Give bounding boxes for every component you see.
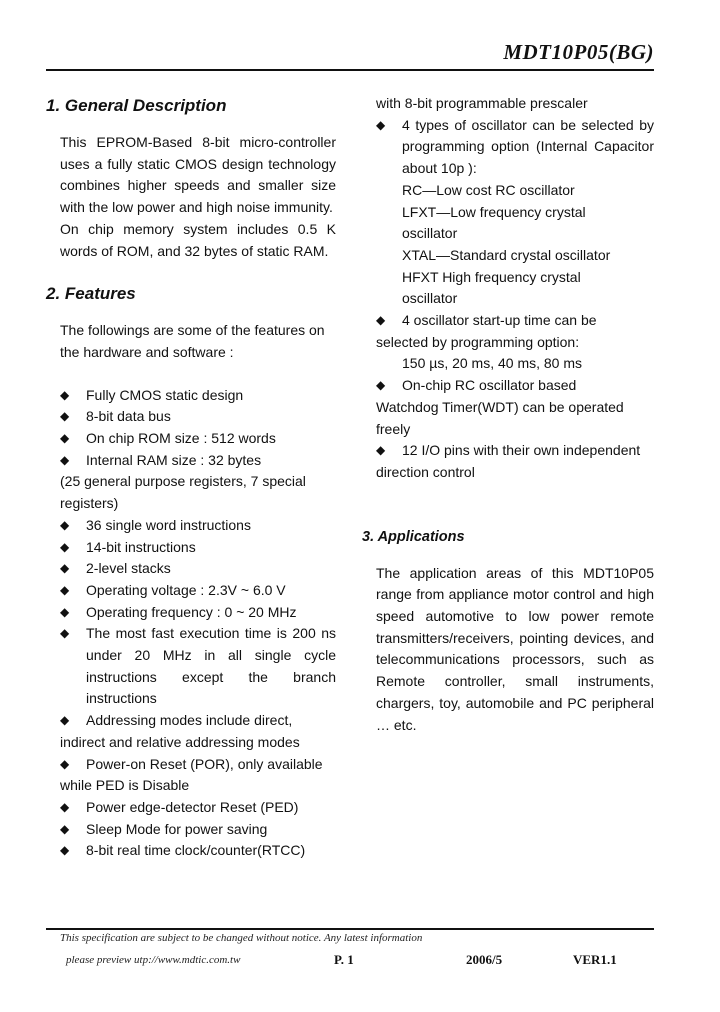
page-number: P. 1 xyxy=(334,952,354,967)
diamond-bullet-icon: ◆ xyxy=(60,582,70,597)
features-heading: 2. Features xyxy=(46,284,136,304)
oscillator-option: HFXT High frequency crystal xyxy=(402,268,581,285)
diamond-bullet-icon: ◆ xyxy=(60,626,70,641)
oscillator-option: XTAL—Standard crystal oscillator xyxy=(402,246,611,263)
feature-item-continuation: (25 general purpose registers, 7 special registers) xyxy=(60,473,306,512)
feature-item: ◆ Fully CMOS static design xyxy=(60,385,336,407)
feature-item: ◆ Internal RAM size : 32 bytes xyxy=(60,450,336,472)
diamond-bullet-icon: ◆ xyxy=(60,409,70,424)
diamond-bullet-icon: ◆ xyxy=(60,561,70,576)
diamond-bullet-icon: ◆ xyxy=(60,431,70,446)
diamond-bullet-icon: ◆ xyxy=(376,313,386,328)
diamond-bullet-icon: ◆ xyxy=(60,821,70,836)
feature-item: ◆ Operating frequency : 0 ~ 20 MHz xyxy=(60,602,336,624)
feature-item: ◆ Addressing modes include direct, xyxy=(60,710,336,732)
general-description-para-2: On chip memory system includes 0.5 K words of ROM, and 32 bytes of static RAM. xyxy=(60,220,336,259)
diamond-bullet-icon: ◆ xyxy=(60,387,70,402)
feature-item: ◆ 14-bit instructions xyxy=(60,537,336,559)
diamond-bullet-icon: ◆ xyxy=(60,539,70,554)
feature-item: ◆ 36 single word instructions xyxy=(60,515,336,537)
feature-item: ◆ Operating voltage : 2.3V ~ 6.0 V xyxy=(60,580,336,602)
feature-item: ◆ 8-bit data bus xyxy=(60,406,336,428)
feature-item-wdt: ◆ On-chip RC oscillator based xyxy=(376,375,654,397)
feature-item-continuation: selected by programming option: xyxy=(376,333,580,350)
feature-item-oscillator-types: ◆ 4 types of oscillator can be selected by programming option (Internal Capacitor about 10p ): xyxy=(376,116,654,177)
diamond-bullet-icon: ◆ xyxy=(60,517,70,532)
diamond-bullet-icon: ◆ xyxy=(376,443,386,458)
oscillator-option: oscillator xyxy=(402,225,458,242)
footer-note: This specification are subject to be changed without notice. Any latest information xyxy=(60,932,423,944)
applications-para: The application areas of this MDT10P05 range from appliance motor control and high speed automotive to low power remote transmitters/receivers, pointing devices, and telecommunications processors, such as Remote controller, small instruments, chargers, toy, automobile and PC peripheral … etc. xyxy=(376,564,654,733)
header-rule xyxy=(46,69,654,71)
feature-item-continuation: while PED is Disable xyxy=(60,777,190,794)
oscillator-option: LFXT—Low frequency crystal xyxy=(402,203,586,220)
feature-item: ◆ On chip ROM size : 512 words xyxy=(60,428,336,450)
feature-item-continuation: indirect and relative addressing modes xyxy=(60,733,300,750)
feature-item: ◆ Power edge-detector Reset (PED) xyxy=(60,797,336,819)
feature-item: ◆ Sleep Mode for power saving xyxy=(60,819,336,841)
footer-version: VER1.1 xyxy=(573,952,617,967)
feature-item: ◆ 2-level stacks xyxy=(60,558,336,580)
diamond-bullet-icon: ◆ xyxy=(376,117,386,132)
diamond-bullet-icon: ◆ xyxy=(60,604,70,619)
feature-item-startup: ◆ 4 oscillator start-up time can be xyxy=(376,310,654,332)
right-column xyxy=(362,93,654,736)
diamond-bullet-icon: ◆ xyxy=(60,452,70,467)
feature-item: ◆ 8-bit real time clock/counter(RTCC) xyxy=(60,840,336,862)
footer-url: please preview utp://www.mdtic.com.tw xyxy=(66,954,241,966)
startup-time-values: 150 µs, 20 ms, 40 ms, 80 ms xyxy=(402,355,583,372)
oscillator-option: oscillator xyxy=(402,290,458,307)
feature-item-continuation: freely xyxy=(376,420,411,437)
footer-rule xyxy=(46,928,654,930)
feature-item: ◆ Power-on Reset (POR), only available xyxy=(60,754,336,776)
feature-item-continuation: Watchdog Timer(WDT) can be operated xyxy=(376,398,624,415)
features-intro: The followings are some of the features on the hardware and software : xyxy=(60,322,325,360)
feature-item-io: ◆ 12 I/O pins with their own independent xyxy=(376,440,654,462)
general-description-heading: 1. General Description xyxy=(46,96,227,115)
diamond-bullet-icon: ◆ xyxy=(60,843,70,858)
feature-item: ◆ The most fast execution time is 200 ns under 20 MHz in all single cycle instructions except the branch instructions xyxy=(60,625,336,707)
diamond-bullet-icon: ◆ xyxy=(376,378,386,393)
left-column xyxy=(46,95,336,862)
diamond-bullet-icon: ◆ xyxy=(60,756,70,771)
document-title: MDT10P05(BG) xyxy=(503,40,654,64)
applications-heading: 3. Applications xyxy=(362,528,465,545)
feature-item-continuation: with 8-bit programmable prescaler xyxy=(376,95,588,111)
oscillator-option: RC—Low cost RC oscillator xyxy=(402,181,575,198)
feature-item-continuation: direction control xyxy=(376,463,475,480)
general-description-para-1: This EPROM-Based 8-bit micro-controller uses a fully static CMOS design technology combines higher speeds and smaller size with the low power and high noise immunity. xyxy=(60,134,336,216)
diamond-bullet-icon: ◆ xyxy=(60,713,70,728)
diamond-bullet-icon: ◆ xyxy=(60,799,70,814)
footer-date: 2006/5 xyxy=(466,952,503,967)
